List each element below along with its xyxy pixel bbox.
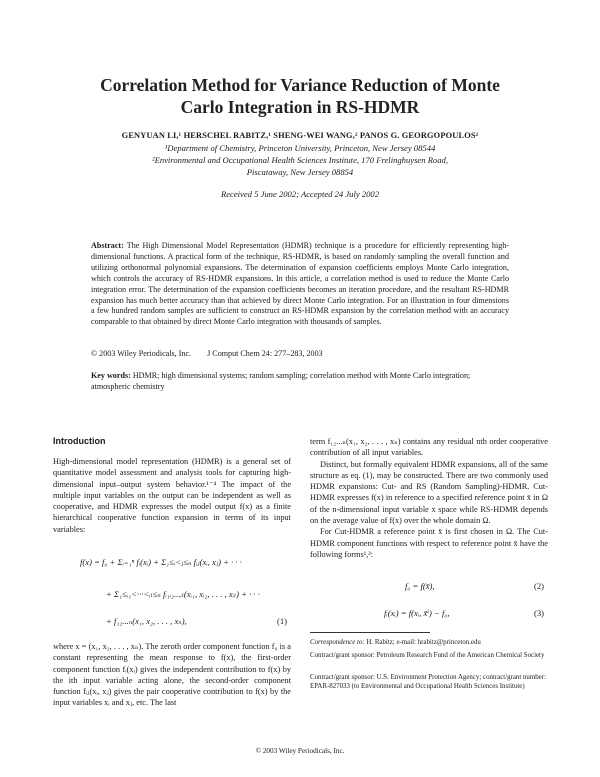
affiliation-2: ²Environmental and Occupational Health Sciences Institute, 170 Frelinghuysen Road, xyxy=(152,155,448,165)
intro-paragraph-1 xyxy=(53,456,291,535)
right-column-text xyxy=(310,436,548,560)
equation-1-line-2: + Σ₁≤ᵢ₁<···<ᵢₗ≤ₙ fᵢ₁ᵢ₂...ᵢₗ(xᵢ₁, xᵢ₂, . . . , xᵢₗ) + · · · xyxy=(106,589,260,599)
journal-citation: J Comput Chem 24: 277–283, 2003 xyxy=(207,349,323,358)
affiliation-1: ¹Department of Chemistry, Princeton University, Princeton, New Jersey 08544 xyxy=(164,143,436,153)
copyright-line xyxy=(91,349,509,358)
equation-1-line-3: + f₁₂...ₙ(x₁, x₂, . . . , xₙ), xyxy=(106,616,187,626)
abstract xyxy=(91,241,509,328)
keywords-text: HDMR; high dimensional systems; random sampling; correlation method with Monte Carlo integration; atmospheric chemistry xyxy=(91,371,471,391)
intro-p2-text: where x = (x₁, x₂, . . . , xₙ). The zeroth order component function f₀ is a constant representing the mean response to f(x), the first-order component function fᵢ(xᵢ) gives the independent contribution to f(x) by the ith input variable acting alone, the second-order component function fᵢⱼ(xᵢ, xⱼ) gives the pair cooperative contribution to f(x) by the input variables xᵢ and xⱼ, etc. The last xyxy=(53,642,291,708)
correspondence-text: H. Rabitz; e-mail: hrabitz@princeton.edu xyxy=(364,639,481,646)
right-p3: For Cut-HDMR a reference point x̄ is first chosen in Ω. The Cut-HDMR component functions with respect to reference point x̄ have the following forms¹,²: xyxy=(310,527,548,559)
equation-2-number: (2) xyxy=(534,581,545,591)
keywords-label: Key words: xyxy=(91,371,131,380)
title-line-1: Correlation Method for Variance Reduction of Monte xyxy=(100,75,500,95)
grant-note-2: Contract/grant sponsor: U.S. Environment Protection Agency; contract/grant number: EPAR-827033 (to Environmental and Occupational Health Sciences Institute) xyxy=(310,674,546,690)
copyright: © 2003 Wiley Periodicals, Inc. xyxy=(91,349,192,358)
equation-3-number: (3) xyxy=(534,608,545,618)
section-heading-introduction: Introduction xyxy=(53,436,106,446)
received-date: Received 5 June 2002; Accepted 24 July 2002 xyxy=(220,189,380,199)
abstract-text: The High Dimensional Model Representation (HDMR) technique is a procedure for efficiently representing high-dimensional functions. A practical form of the technique, RS-HDMR, is based on randomly sampling the overall function and utilizing orthonormal polynomial expansions. The determination of expansion coefficients employs Monte Carlo integration, which controls the accuracy of RS-HDMR expansions. In this article, a correlation method is used to reduce the Monte Carlo integration error. The determination of the expansion coefficients becomes an iteration procedure, and the resultant RS-HDMR expansion has much better accuracy than that achieved by direct Monte Carlo integration. For an illustration in four dimensions a few hundred random samples are sufficient to construct an RS-HDMR expansion by the correlation method with an accuracy comparable to that obtained by direct Monte Carlo integration with thousands of samples. xyxy=(91,241,509,327)
intro-paragraph-2 xyxy=(53,641,291,709)
correspondence-note xyxy=(310,638,548,647)
equation-3: fᵢ(xᵢ) = f(xᵢ, x̄ⁱ) − f₀, xyxy=(384,608,450,618)
title-line-2: Carlo Integration in RS-HDMR xyxy=(180,97,420,117)
page-footer: © 2003 Wiley Periodicals, Inc. xyxy=(255,747,345,755)
keywords xyxy=(91,371,509,393)
right-p1: term f₁₂...ₙ(x₁, x₂, . . . , xₙ) contains any residual nth order cooperative contribution of all input variables. xyxy=(310,437,548,458)
author-list: GENYUAN LI,¹ HERSCHEL RABITZ,¹ SHENG-WEI WANG,² PANOS G. GEORGOPOULOS² xyxy=(121,131,479,140)
equation-1-line-1: f(x) = f₀ + Σᵢ₌₁ⁿ fᵢ(xᵢ) + Σ₁≤ᵢ<ⱼ≤ₙ fᵢⱼ(xᵢ, xⱼ) + · · · xyxy=(80,557,242,567)
paper-title xyxy=(60,74,540,118)
equation-1-number: (1) xyxy=(277,616,288,626)
footnote-rule xyxy=(310,632,430,633)
right-p2: Distinct, but formally equivalent HDMR expansions, all of the same structure as eq. (1), may be constructed. There are two commonly used HDMR expansions: Cut- and RS (Random Sampling)-HDMR. Cut-HDMR expresses f(x) in reference to a specified reference point x̄ in Ω of the n-dimensional input variable x space while RS-HDMR depends on the average value of f(x) over the whole domain Ω. xyxy=(310,459,548,526)
correspondence-label: Correspondence to: xyxy=(310,639,365,646)
equation-2: f₀ = f(x̄), xyxy=(405,581,435,591)
abstract-label: Abstract: xyxy=(91,241,124,250)
affiliation-3: Piscataway, New Jersey 08854 xyxy=(246,167,354,177)
grant-note-1: Contract/grant sponsor: Petroleum Research Fund of the American Chemical Society xyxy=(310,652,545,659)
intro-p1-text: High-dimensional model representation (HDMR) is a general set of quantitative model assessment and analysis tools for capturing high-dimensional input–output system behavior.¹⁻⁴ The impact of the multiple input variables on the output can be independent as well as cooperative, and HDMR expresses the model output f(x) as a finite hierarchical cooperative function expansion in terms of its input variables: xyxy=(53,457,291,534)
